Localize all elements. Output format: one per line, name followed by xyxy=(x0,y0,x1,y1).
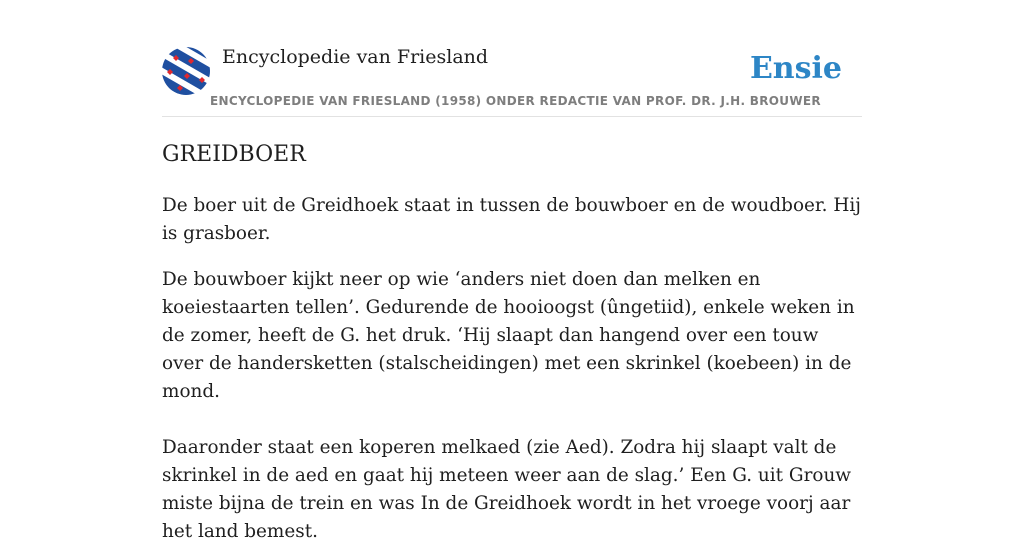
site-title[interactable]: Encyclopedie van Friesland xyxy=(222,46,489,68)
site-subtitle: ENCYCLOPEDIE VAN FRIESLAND (1958) ONDER REDACTIE VAN PROF. DR. J.H. BROUWER xyxy=(210,94,821,108)
frisian-flag-icon[interactable] xyxy=(162,47,210,95)
article-paragraph: De boer uit de Greidhoek staat in tussen de bouwboer en de woudboer. Hij is grasboer. xyxy=(162,195,861,244)
article xyxy=(162,138,862,546)
site-header xyxy=(162,44,862,117)
article-term: GREIDBOER xyxy=(162,142,306,167)
article-paragraph: De bouwboer kijkt neer op wie ‘anders niet doen dan melken en koeiestaarten tellen’. Gedurende de hooioogst (ûngetiid), enkele weken in de zomer, heeft de G. het druk. ‘Hij slaapt dan hangend over een touw over de handersketten (stalscheidingen) met een skrinkel (koebeen) in de mond. Daaronder staat een koperen melkaed (zie Aed). Zodra hij slaapt valt de skrinkel in de aed en gaat hij meteen weer aan de slag.’ Een G. uit Grouw miste bijna de trein en was In de Greidhoek wordt in het vroege voorj aar het land bemest. xyxy=(162,269,855,542)
ensie-logo[interactable]: Ensie xyxy=(749,51,842,86)
